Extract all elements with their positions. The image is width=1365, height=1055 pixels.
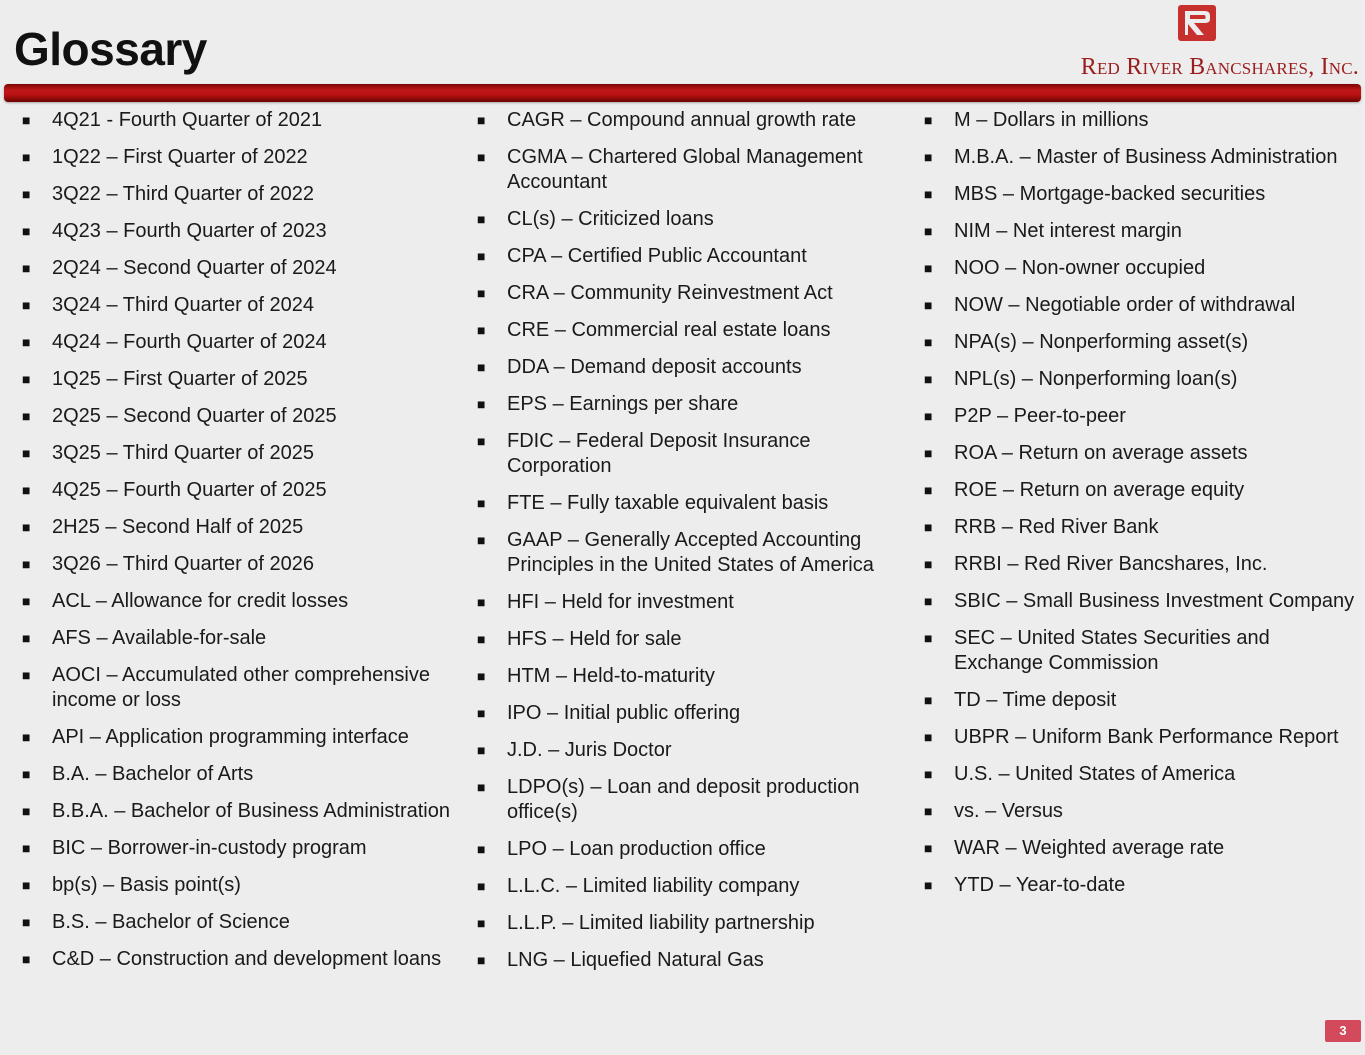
glossary-item-text: 2Q24 – Second Quarter of 2024 [52,257,337,279]
glossary-item [924,799,1360,824]
glossary-item-text: C&D – Construction and development loans [52,948,442,970]
square-bullet-icon: ■ [924,692,933,708]
glossary-item-text: B.A. – Bachelor of Arts [52,763,254,785]
square-bullet-icon: ■ [22,334,31,350]
glossary-item [477,244,897,269]
glossary-item [477,429,897,479]
square-bullet-icon: ■ [477,112,486,128]
square-bullet-icon: ■ [22,445,31,461]
square-bullet-icon: ■ [924,729,933,745]
glossary-item [924,256,1360,281]
square-bullet-icon: ■ [924,149,933,165]
square-bullet-icon: ■ [22,223,31,239]
red-river-logo-icon [1178,5,1216,41]
glossary-item-text: CL(s) – Criticized loans [507,208,714,230]
square-bullet-icon: ■ [924,297,933,313]
glossary-item-text: HFS – Held for sale [507,628,682,650]
glossary-item-text: 3Q24 – Third Quarter of 2024 [52,294,315,316]
page-title: Glossary [14,23,207,75]
glossary-item-text: WAR – Weighted average rate [954,837,1225,859]
glossary-item [924,367,1360,392]
glossary-item [22,589,452,614]
square-bullet-icon: ■ [477,322,486,338]
square-bullet-icon: ■ [477,285,486,301]
glossary-item-text: CRA – Community Reinvestment Act [507,282,833,304]
square-bullet-icon: ■ [477,742,486,758]
glossary-item [477,392,897,417]
glossary-item-text: CGMA – Chartered Global Management Accountant [507,146,863,193]
glossary-item [22,762,452,787]
square-bullet-icon: ■ [477,149,486,165]
square-bullet-icon: ■ [924,186,933,202]
glossary-item-text: 4Q23 – Fourth Quarter of 2023 [52,220,327,242]
square-bullet-icon: ■ [924,223,933,239]
square-bullet-icon: ■ [22,593,31,609]
square-bullet-icon: ■ [477,915,486,931]
square-bullet-icon: ■ [477,952,486,968]
page-number-badge: 3 [1325,1020,1361,1042]
glossary-item-text: GAAP – Generally Accepted Accounting Principles in the United States of America [507,529,874,576]
glossary-item [924,725,1360,750]
glossary-item [924,145,1360,170]
square-bullet-icon: ■ [477,841,486,857]
square-bullet-icon: ■ [22,186,31,202]
glossary-item-text: P2P – Peer-to-peer [954,405,1126,427]
square-bullet-icon: ■ [22,667,31,683]
square-bullet-icon: ■ [22,951,31,967]
glossary-item-text: FDIC – Federal Deposit Insurance Corporation [507,430,811,477]
glossary-item-text: vs. – Versus [954,800,1063,822]
glossary-item [22,219,452,244]
square-bullet-icon: ■ [22,840,31,856]
glossary-item-text: IPO – Initial public offering [507,702,741,724]
glossary-item [477,528,897,578]
glossary-item-text: 4Q24 – Fourth Quarter of 2024 [52,331,327,353]
glossary-item [477,775,897,825]
glossary-item [924,330,1360,355]
glossary-item [477,627,897,652]
glossary-item-text: J.D. – Juris Doctor [507,739,672,761]
glossary-item [924,515,1360,540]
glossary-item-text: AOCI – Accumulated other comprehensive income or loss [52,664,430,711]
glossary-item-text: bp(s) – Basis point(s) [52,874,241,896]
square-bullet-icon: ■ [924,112,933,128]
square-bullet-icon: ■ [22,371,31,387]
square-bullet-icon: ■ [924,766,933,782]
glossary-item [924,873,1360,898]
glossary-item [924,293,1360,318]
glossary-item-text: CAGR – Compound annual growth rate [507,109,857,131]
square-bullet-icon: ■ [22,297,31,313]
square-bullet-icon: ■ [22,149,31,165]
glossary-item-text: 3Q25 – Third Quarter of 2025 [52,442,315,464]
glossary-item [477,911,897,936]
glossary-item [924,219,1360,244]
square-bullet-icon: ■ [22,766,31,782]
glossary-item [924,182,1360,207]
glossary-item [477,108,897,133]
square-bullet-icon: ■ [477,668,486,684]
square-bullet-icon: ■ [477,211,486,227]
glossary-item [477,664,897,689]
glossary-item [22,108,452,133]
glossary-item-text: CPA – Certified Public Accountant [507,245,807,267]
glossary-column-2 [477,108,897,985]
glossary-item [22,873,452,898]
glossary-item-text: SEC – United States Securities and Exchange Commission [954,627,1270,674]
glossary-item [22,182,452,207]
glossary-item-text: 1Q25 – First Quarter of 2025 [52,368,308,390]
glossary-item-text: LDPO(s) – Loan and deposit production office(s) [507,776,860,823]
glossary-item [22,799,452,824]
glossary-item [22,947,452,972]
glossary-item [924,404,1360,429]
glossary-item [22,725,452,750]
square-bullet-icon: ■ [22,630,31,646]
square-bullet-icon: ■ [477,705,486,721]
square-bullet-icon: ■ [924,593,933,609]
square-bullet-icon: ■ [924,630,933,646]
glossary-item [22,293,452,318]
glossary-item-text: LNG – Liquefied Natural Gas [507,949,764,971]
glossary-item [22,478,452,503]
glossary-item-text: SBIC – Small Business Investment Company [954,590,1355,612]
glossary-item [22,330,452,355]
square-bullet-icon: ■ [22,803,31,819]
company-name: Red River Bancshares, Inc. [1080,54,1359,80]
glossary-item [22,404,452,429]
glossary-item-text: ROE – Return on average equity [954,479,1245,501]
glossary-item [22,663,452,713]
glossary-item-text: 1Q22 – First Quarter of 2022 [52,146,308,168]
glossary-item [22,552,452,577]
glossary-item [477,948,897,973]
glossary-item-text: M.B.A. – Master of Business Administration [954,146,1338,168]
square-bullet-icon: ■ [924,556,933,572]
glossary-item [22,441,452,466]
glossary-column-3 [924,108,1360,910]
glossary-item-text: EPS – Earnings per share [507,393,739,415]
glossary-item-text: ACL – Allowance for credit losses [52,590,349,612]
glossary-item [924,441,1360,466]
glossary-item [22,515,452,540]
glossary-item-text: L.L.C. – Limited liability company [507,875,800,897]
square-bullet-icon: ■ [22,112,31,128]
glossary-item [22,836,452,861]
square-bullet-icon: ■ [22,877,31,893]
glossary-item [477,590,897,615]
square-bullet-icon: ■ [477,359,486,375]
glossary-item [924,836,1360,861]
square-bullet-icon: ■ [924,482,933,498]
glossary-item-text: 4Q25 – Fourth Quarter of 2025 [52,479,327,501]
glossary-item-text: 2H25 – Second Half of 2025 [52,516,304,538]
glossary-item-text: RRBI – Red River Bancshares, Inc. [954,553,1268,575]
glossary-item-text: B.S. – Bachelor of Science [52,911,290,933]
square-bullet-icon: ■ [924,334,933,350]
glossary-item-text: YTD – Year-to-date [954,874,1126,896]
glossary-item-text: NPL(s) – Nonperforming loan(s) [954,368,1238,390]
glossary-item-text: UBPR – Uniform Bank Performance Report [954,726,1339,748]
glossary-item [924,478,1360,503]
glossary-item [477,281,897,306]
square-bullet-icon: ■ [477,396,486,412]
glossary-item-text: FTE – Fully taxable equivalent basis [507,492,829,514]
square-bullet-icon: ■ [924,803,933,819]
glossary-item-text: NIM – Net interest margin [954,220,1182,242]
glossary-item [22,367,452,392]
glossary-item-text: 2Q25 – Second Quarter of 2025 [52,405,337,427]
square-bullet-icon: ■ [924,408,933,424]
glossary-item-text: DDA – Demand deposit accounts [507,356,802,378]
glossary-item [924,626,1360,676]
square-bullet-icon: ■ [22,482,31,498]
glossary-item [924,552,1360,577]
glossary-item [477,207,897,232]
glossary-column-1 [22,108,452,984]
glossary-item-text: NOW – Negotiable order of withdrawal [954,294,1296,316]
glossary-item-text: B.B.A. – Bachelor of Business Administration [52,800,450,822]
glossary-item [477,874,897,899]
square-bullet-icon: ■ [477,779,486,795]
square-bullet-icon: ■ [924,371,933,387]
glossary-item [477,145,897,195]
square-bullet-icon: ■ [924,877,933,893]
glossary-item-text: 4Q21 - Fourth Quarter of 2021 [52,109,323,131]
glossary-item [477,738,897,763]
square-bullet-icon: ■ [477,433,486,449]
glossary-item [924,108,1360,133]
glossary-item [22,256,452,281]
square-bullet-icon: ■ [477,495,486,511]
square-bullet-icon: ■ [22,408,31,424]
glossary-item [22,145,452,170]
glossary-item [477,701,897,726]
glossary-item-text: API – Application programming interface [52,726,409,748]
glossary-item-text: U.S. – United States of America [954,763,1236,785]
square-bullet-icon: ■ [924,840,933,856]
glossary-item-text: AFS – Available-for-sale [52,627,267,649]
glossary-item-text: MBS – Mortgage-backed securities [954,183,1266,205]
square-bullet-icon: ■ [22,729,31,745]
glossary-item [477,491,897,516]
glossary-item-text: 3Q22 – Third Quarter of 2022 [52,183,315,205]
glossary-item-text: ROA – Return on average assets [954,442,1248,464]
glossary-item [477,318,897,343]
glossary-item-text: BIC – Borrower-in-custody program [52,837,367,859]
glossary-item [924,688,1360,713]
glossary-item-text: HFI – Held for investment [507,591,734,613]
glossary-item-text: RRB – Red River Bank [954,516,1159,538]
square-bullet-icon: ■ [22,260,31,276]
glossary-item [924,589,1360,614]
glossary-item [477,355,897,380]
glossary-item-text: CRE – Commercial real estate loans [507,319,831,341]
square-bullet-icon: ■ [477,248,486,264]
header-divider [4,84,1361,102]
glossary-item-text: 3Q26 – Third Quarter of 2026 [52,553,315,575]
square-bullet-icon: ■ [924,445,933,461]
glossary-item [22,910,452,935]
glossary-item-text: M – Dollars in millions [954,109,1149,131]
square-bullet-icon: ■ [477,631,486,647]
square-bullet-icon: ■ [477,594,486,610]
glossary-item [477,837,897,862]
square-bullet-icon: ■ [924,519,933,535]
square-bullet-icon: ■ [22,914,31,930]
glossary-item-text: TD – Time deposit [954,689,1117,711]
glossary-item-text: HTM – Held-to-maturity [507,665,715,687]
square-bullet-icon: ■ [924,260,933,276]
glossary-item [22,626,452,651]
glossary-item [924,762,1360,787]
square-bullet-icon: ■ [22,556,31,572]
glossary-item-text: NOO – Non-owner occupied [954,257,1206,279]
glossary-item-text: LPO – Loan production office [507,838,766,860]
square-bullet-icon: ■ [477,532,486,548]
square-bullet-icon: ■ [477,878,486,894]
glossary-item-text: NPA(s) – Nonperforming asset(s) [954,331,1249,353]
glossary-item-text: L.L.P. – Limited liability partnership [507,912,815,934]
square-bullet-icon: ■ [22,519,31,535]
